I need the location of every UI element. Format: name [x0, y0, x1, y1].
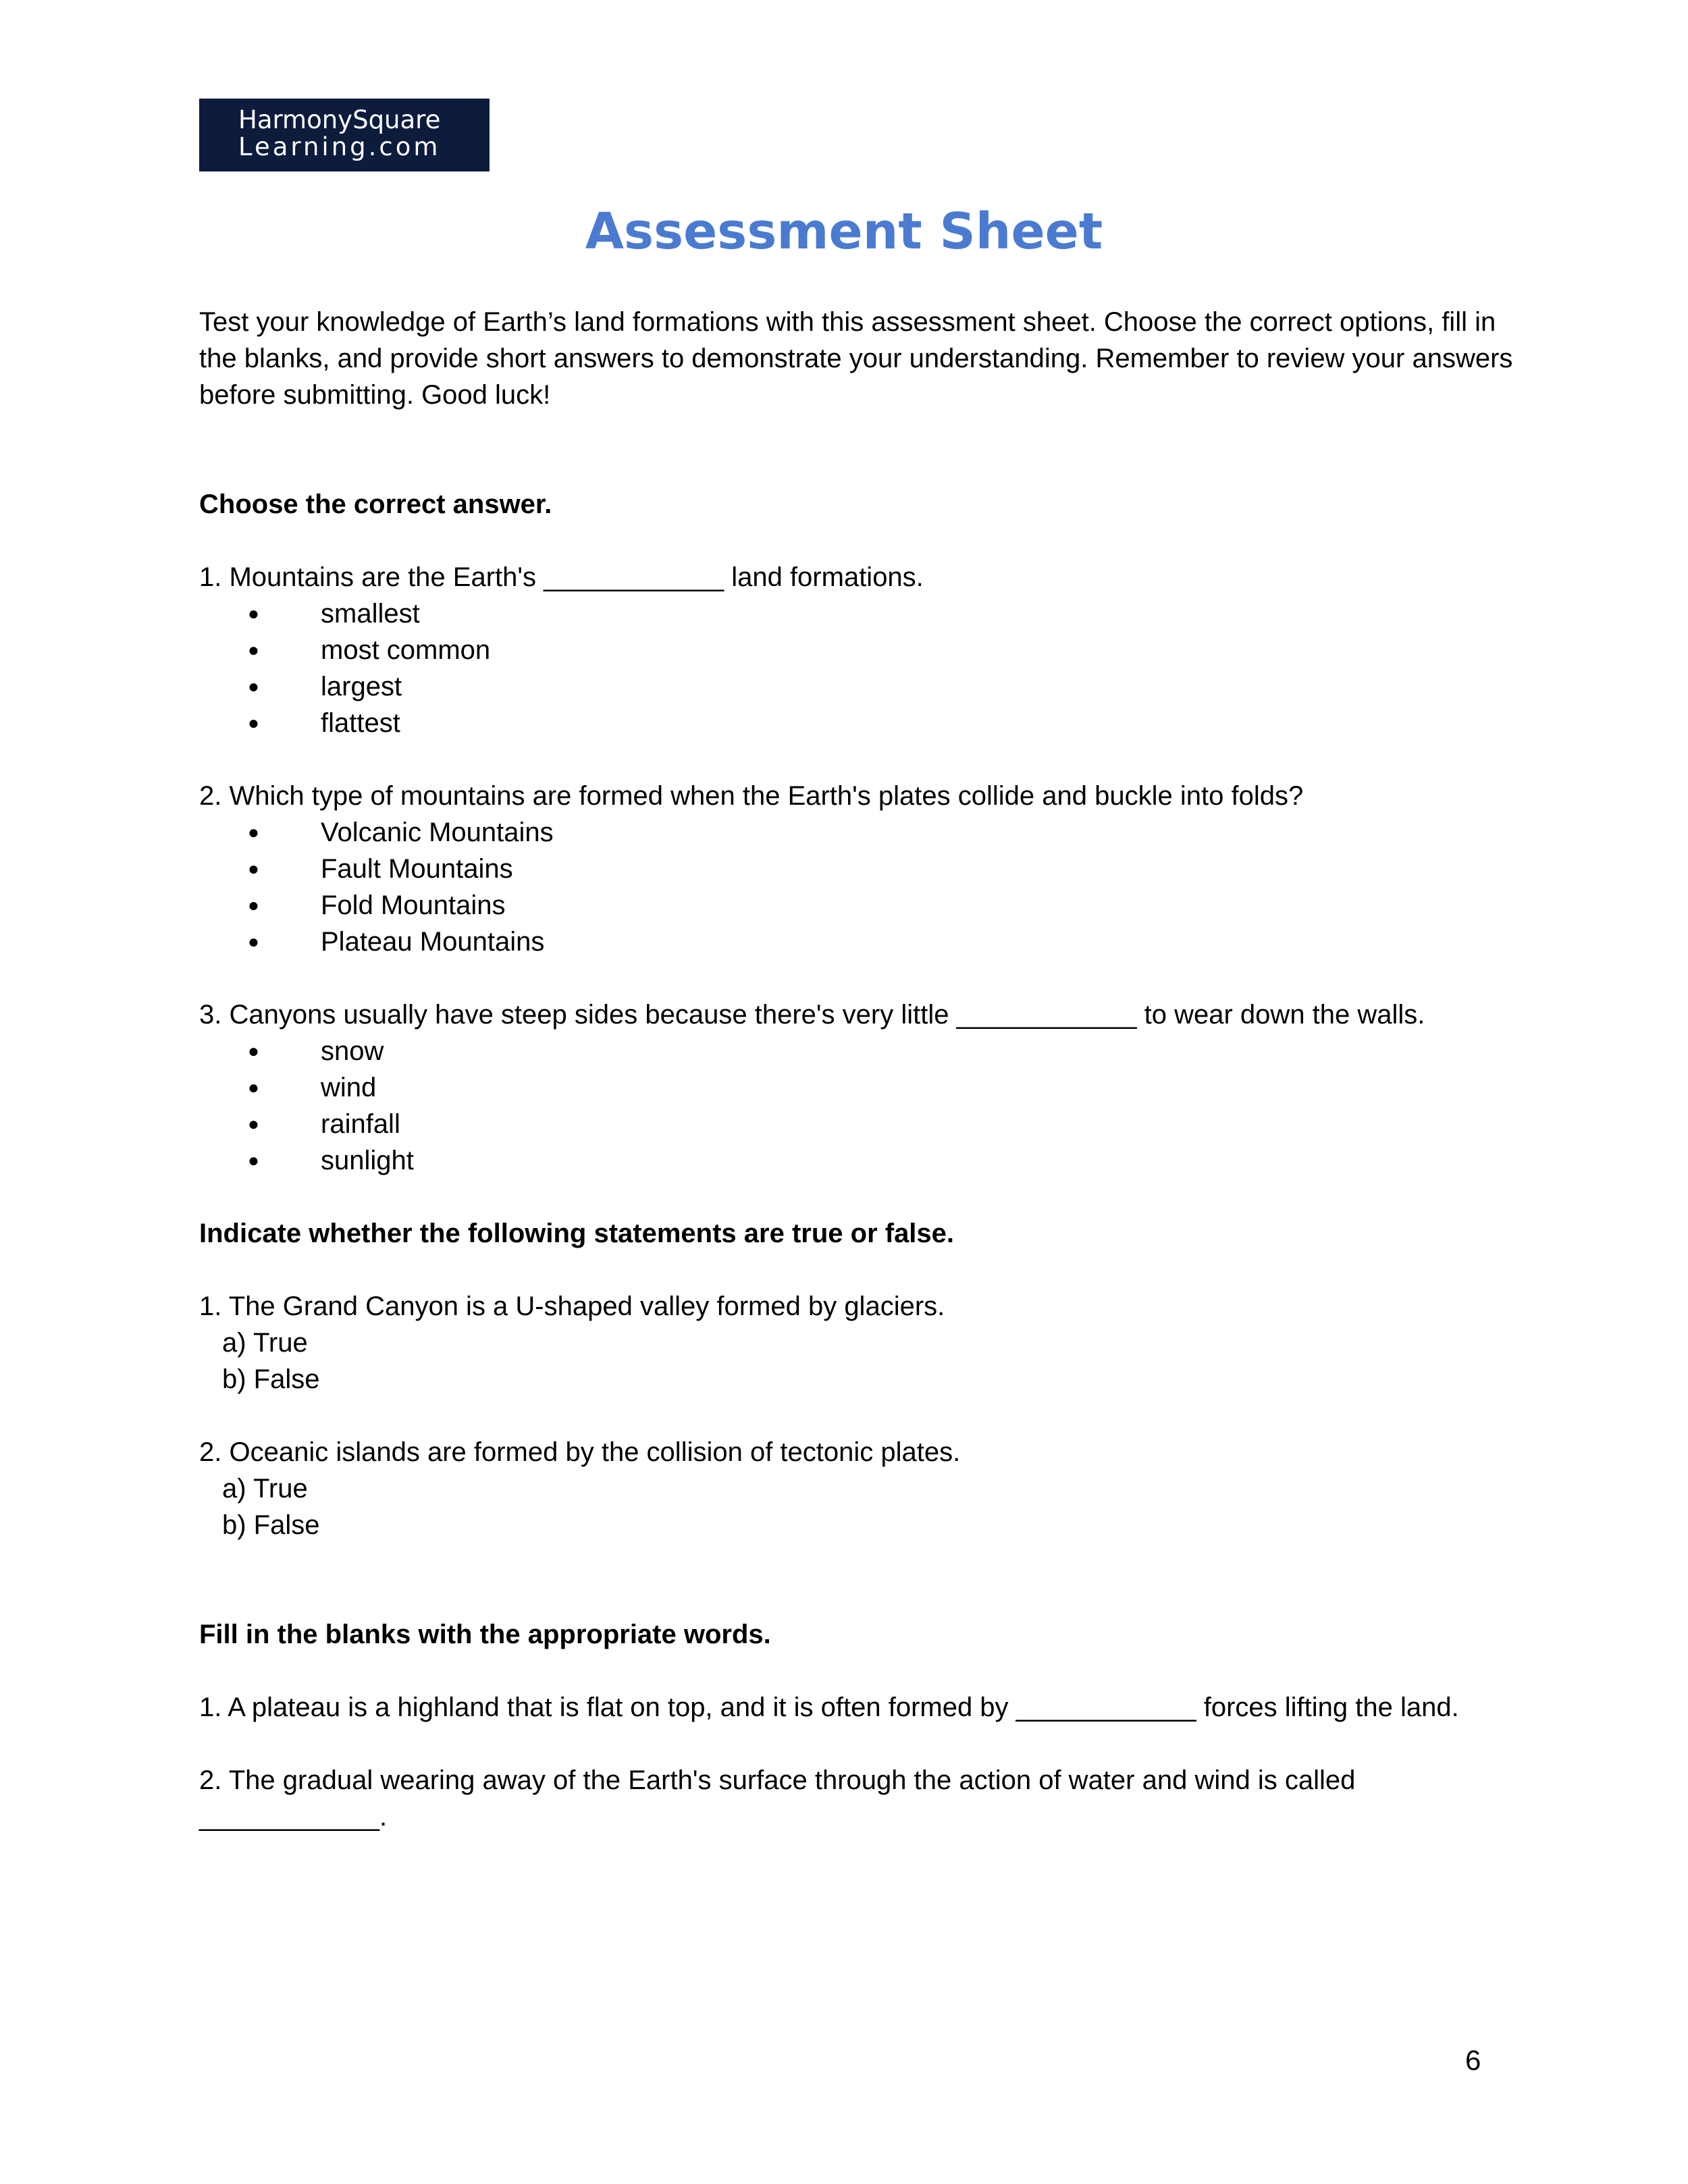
worksheet-body — [199, 304, 1516, 1835]
fill-question-1: 1. A plateau is a highland that is flat on top, and it is often formed by ____________ forces lifting the land. — [199, 1693, 1459, 1722]
option-item: ● wind — [199, 1069, 1516, 1106]
option-item: ● snow — [199, 1033, 1516, 1069]
fill-question-2: 2. The gradual wearing away of the Earth's surface through the action of water and wind is called ____________. — [199, 1765, 1356, 1832]
option-item: ● Fault Mountains — [199, 851, 1516, 887]
page-title: Assessment Sheet — [585, 203, 1103, 261]
intro-paragraph: Test your knowledge of Earth’s land formations with this assessment sheet. Choose the correct options, fill in the blanks, and provide short answers to demonstrate your understanding. Remember to review your answers before submitting. Good luck! — [199, 307, 1513, 410]
option-item: ● Fold Mountains — [199, 887, 1516, 924]
mc-question-1: 1. Mountains are the Earth's ____________ land formations. — [199, 562, 924, 592]
page-number: 6 — [1465, 2044, 1481, 2076]
tf-option: b) False — [222, 1364, 320, 1394]
option-item: ● most common — [199, 632, 1516, 668]
tf-option: b) False — [222, 1510, 320, 1540]
option-item: ● sunlight — [199, 1142, 1516, 1179]
option-item: ● Volcanic Mountains — [199, 814, 1516, 851]
section-heading-multiple-choice: Choose the correct answer. — [199, 489, 552, 519]
mc-question-2: 2. Which type of mountains are formed when the Earth's plates collide and buckle into folds? — [199, 781, 1304, 811]
section-heading-fill-blanks: Fill in the blanks with the appropriate words. — [199, 1620, 771, 1649]
tf-option: a) True — [222, 1328, 308, 1358]
mc-question-2-options — [199, 814, 1516, 960]
mc-question-3: 3. Canyons usually have steep sides because there's very little ____________ to wear down the walls. — [199, 1000, 1425, 1030]
option-item: ● rainfall — [199, 1106, 1516, 1142]
logo-line-1: HarmonySquare — [238, 105, 441, 134]
harmonysquare-logo — [199, 99, 490, 171]
mc-question-3-options — [199, 1033, 1516, 1179]
section-heading-true-false: Indicate whether the following statements are true or false. — [199, 1219, 955, 1248]
mc-question-1-options — [199, 595, 1516, 741]
option-item: ● largest — [199, 668, 1516, 705]
tf-question-2: 2. Oceanic islands are formed by the collision of tectonic plates. — [199, 1437, 961, 1467]
logo-line-2: Learning.com — [238, 132, 441, 161]
tf-option: a) True — [222, 1474, 308, 1503]
option-item: ● Plateau Mountains — [199, 924, 1516, 960]
tf-question-1: 1. The Grand Canyon is a U-shaped valley formed by glaciers. — [199, 1291, 945, 1321]
option-item: ● flattest — [199, 705, 1516, 741]
option-item: ● smallest — [199, 595, 1516, 632]
